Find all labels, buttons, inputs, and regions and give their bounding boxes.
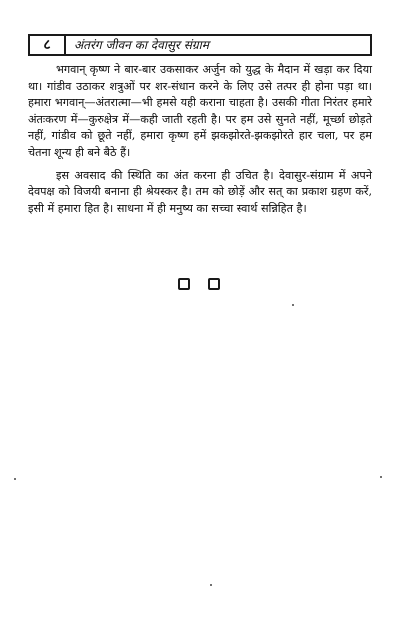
- page-header: [28, 34, 372, 56]
- square-ornament-icon: [178, 278, 190, 290]
- scan-speck: [14, 478, 16, 480]
- page-number: ८: [30, 36, 66, 54]
- running-title: अंतरंग जीवन का देवासुर संग्राम: [74, 38, 209, 52]
- paragraph: भगवान् कृष्ण ने बार-बार उकसाकर अर्जुन को युद्ध के मैदान में खड़ा कर दिया था। गांडीव उठाकर शत्रुओं पर शर-संधान करने के लिए उसे तत्पर ही होना पड़ा था। हमारा भगवान्—अंतरात्मा—भी हमसे यही कराना चाहता है। उसकी गीता निरंतर हमारे अंतःकरण में—कुरुक्षेत्र में—कही जाती रहती है। पर हम उसे सुनते नहीं, मूर्च्छा छोड़ते नहीं, गांडीव को छूते नहीं, हमारा कृष्ण हमें झकझोरते-झकझोरते हार चला, पर हम चेतना शून्य ही बने बैठे हैं।: [28, 63, 372, 159]
- paragraph: इस अवसाद की स्थिति का अंत करना ही उचित है। देवासुर-संग्राम में अपने देवपक्ष को विजयी बनाना ही श्रेयस्कर है। तम को छोड़ें और सत् का प्रकाश ग्रहण करें, इसी में हमारा हित है। साधना में ही मनुष्य का सच्चा स्वार्थ सन्निहित है।: [28, 168, 372, 215]
- scan-speck: [292, 304, 294, 306]
- scan-speck: [380, 476, 382, 478]
- section-end-marks: [178, 278, 238, 294]
- body-text: [28, 62, 372, 223]
- scan-speck: [210, 584, 212, 586]
- square-ornament-icon: [208, 278, 220, 290]
